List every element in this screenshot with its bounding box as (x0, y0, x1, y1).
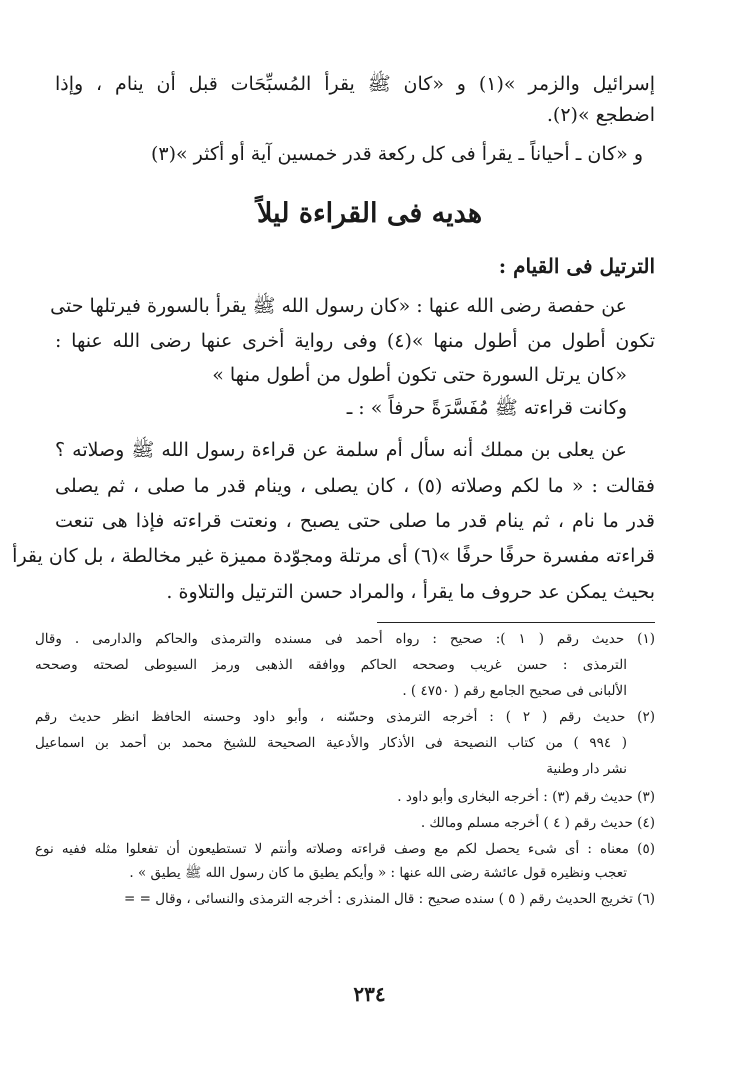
body-line-5: عن يعلى بن مملك أنه سأل أم سلمة عن قراءة رسول الله ﷺ وصلاته ؟ (55, 439, 627, 461)
section-title: هديه فى القراءة ليلاً (256, 198, 483, 229)
top-line-3: و «كان ـ أحياناً ـ يقرأ فى كل ركعة قدر خمسين آية أو أكثر »(٣) (150, 143, 643, 165)
footnote-2-line-2: ( ٩٩٤ ) من كتاب النصيحة فى الأذكار والأدعية الصحيحة للشيخ محمد بن أحمد بن اسماعيل (35, 735, 628, 751)
footnote-separator (377, 622, 655, 623)
footnote-5-line-2: تعجب ونظيره قول عائشة رضى الله عنها : « وأيكم يطيق ما كان رسول الله ﷺ يطيق » . (129, 865, 627, 881)
body-line-4: وكانت قراءته ﷺ مُفَسَّرَةً حرفاً » : ـ (346, 397, 627, 419)
footnote-1-line-3: الألبانى فى صحيح الجامع رقم ( ٤٧٥٠ ) . (402, 683, 627, 699)
footnote-6: (٦) تخريج الحديث رقم ( ٥ ) سنده صحيح : قال المنذرى : أخرجه الترمذى والنسائى ، وقال = = (124, 891, 655, 907)
footnote-2-line-3: نشر دار وطنية (546, 761, 627, 777)
body-line-2: تكون أطول من أطول منها »(٤) وفى رواية أخرى عنها رضى الله عنها : (55, 330, 655, 352)
footnote-2-line-1: (٢) حديث رقم ( ٢ ) : أخرجه الترمذى وحسّنه ، وأبو داود وحسنه الحافظ انظر حديث رقم (35, 709, 655, 725)
footnote-1-line-1: (١) حديث رقم ( ١ ): صحيح : رواه أحمد فى مسنده والترمذى والحاكم والدارمى . وقال (35, 631, 655, 647)
top-line-2: اضطجع »(٢). (546, 104, 655, 126)
footnote-4: (٤) حديث رقم ( ٤ ) أخرجه مسلم ومالك . (420, 815, 655, 831)
subheading: الترتيل فى القيام : (498, 254, 655, 278)
body-line-3: «كان يرتل السورة حتى تكون أطول من أطول منها » (212, 364, 627, 386)
body-line-6: فقالت : « ما لكم وصلاته (٥) ، كان يصلى ، وينام قدر ما صلى ، ثم يصلى (55, 475, 655, 497)
body-line-1: عن حفصة رضى الله عنها : «كان رسول الله ﷺ يقرأ بالسورة فيرتلها حتى (50, 295, 627, 317)
footnote-1-line-2: الترمذى : حسن غريب وصححه الحاكم ووافقه الذهبى ورمز السيوطى لصحته وصححه (35, 657, 627, 673)
body-line-7: قدر ما نام ، ثم ينام قدر ما صلى حتى يصبح ، ونعتت قراءته فإذا هى تنعت (55, 510, 655, 532)
body-line-9: بحيث يمكن عد حروف ما يقرأ ، والمراد حسن الترتيل والتلاوة . (166, 581, 655, 603)
page-number: ٢٣٤ (353, 982, 386, 1006)
body-line-8: قراءته مفسرة حرفًا حرفًا »(٦) أى مرتلة ومجوّدة مميزة غير مخالطة ، بل كان يقرأ (12, 545, 655, 567)
footnote-5-line-1: (٥) معناه : أى شىء يحصل لكم مع وصف قراءته وصلاته وأنتم لا تستطيعون أن تفعلوا مثله ففيه نوع (35, 841, 655, 857)
footnote-3: (٣) حديث رقم (٣) : أخرجه البخارى وأبو داود . (397, 789, 655, 805)
top-line-1: إسرائيل والزمر »(١) و «كان ﷺ يقرأ المُسبِّحَات قبل أن ينام ، وإذا (55, 73, 656, 95)
